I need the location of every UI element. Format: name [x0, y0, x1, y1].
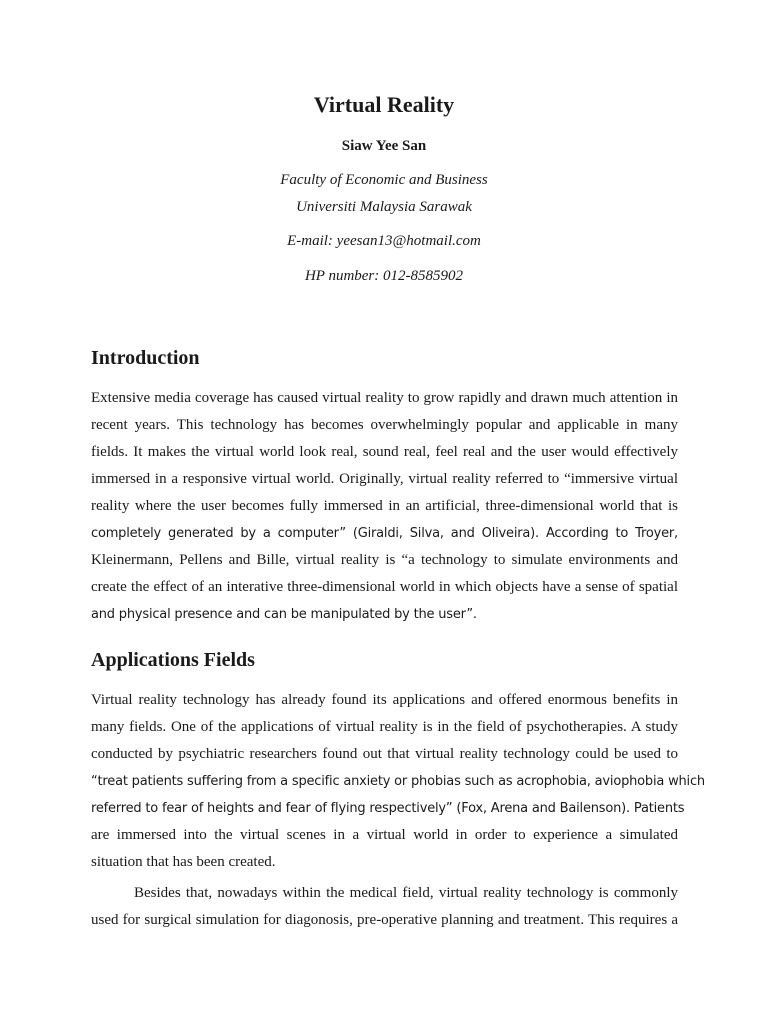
text-line: reality where the user becomes fully immersed in an artificial, three-dimensional world that is: [91, 498, 678, 514]
introduction-paragraph: [91, 385, 678, 628]
text-line: and physical presence and can be manipulated by the user”.: [91, 607, 477, 622]
text-line: Virtual reality technology has already found its applications and offered enormous benefits in: [91, 692, 678, 708]
text-line: recent years. This technology has becomes overwhelmingly popular and applicable in many: [91, 417, 678, 433]
text-line: fields. It makes the virtual world look real, sound real, feel real and the user would effectively: [91, 444, 678, 460]
text-line: conducted by psychiatric researchers found out that virtual reality technology could be used to: [91, 746, 678, 762]
text-line: many fields. One of the applications of virtual reality is in the field of psychotherapies. A study: [91, 719, 678, 735]
text-line: “treat patients suffering from a specific anxiety or phobias such as acrophobia, aviophobia which: [91, 774, 705, 789]
text-line: are immersed into the virtual scenes in a virtual world in order to experience a simulated: [91, 827, 678, 843]
text-line: completely generated by a computer” (Giraldi, Silva, and Oliveira). According to Troyer,: [91, 526, 678, 541]
text-line: referred to fear of heights and fear of flying respectively” (Fox, Arena and Bailenson). Patients: [91, 801, 685, 816]
email: E-mail: yeesan13@hotmail.com: [287, 233, 481, 249]
introduction-heading: Introduction: [91, 347, 200, 369]
paper-title: Virtual Reality: [313, 92, 455, 117]
university: Universiti Malaysia Sarawak: [296, 199, 472, 215]
phone-number: HP number: 012-8585902: [304, 268, 464, 284]
applications-paragraph-2: [91, 880, 678, 934]
text-line: Extensive media coverage has caused virtual reality to grow rapidly and drawn much attention in: [91, 390, 678, 406]
text-line: immersed in a responsive virtual world. Originally, virtual reality referred to “immersive virtual: [91, 471, 678, 487]
text-line: create the effect of an interative three-dimensional world in which objects have a sense of spatial: [91, 579, 678, 595]
author-name: Siaw Yee San: [341, 138, 427, 154]
text-line: situation that has been created.: [91, 854, 276, 870]
applications-heading: Applications Fields: [91, 649, 255, 671]
applications-paragraph-1: [91, 687, 705, 876]
text-line: used for surgical simulation for diagonosis, pre-operative planning and treatment. This requires a: [91, 912, 678, 928]
text-line: Kleinermann, Pellens and Bille, virtual reality is “a technology to simulate environments and: [91, 552, 678, 568]
faculty: Faculty of Economic and Business: [280, 172, 488, 188]
text-line: Besides that, nowadays within the medical field, virtual reality technology is commonly: [134, 885, 678, 901]
